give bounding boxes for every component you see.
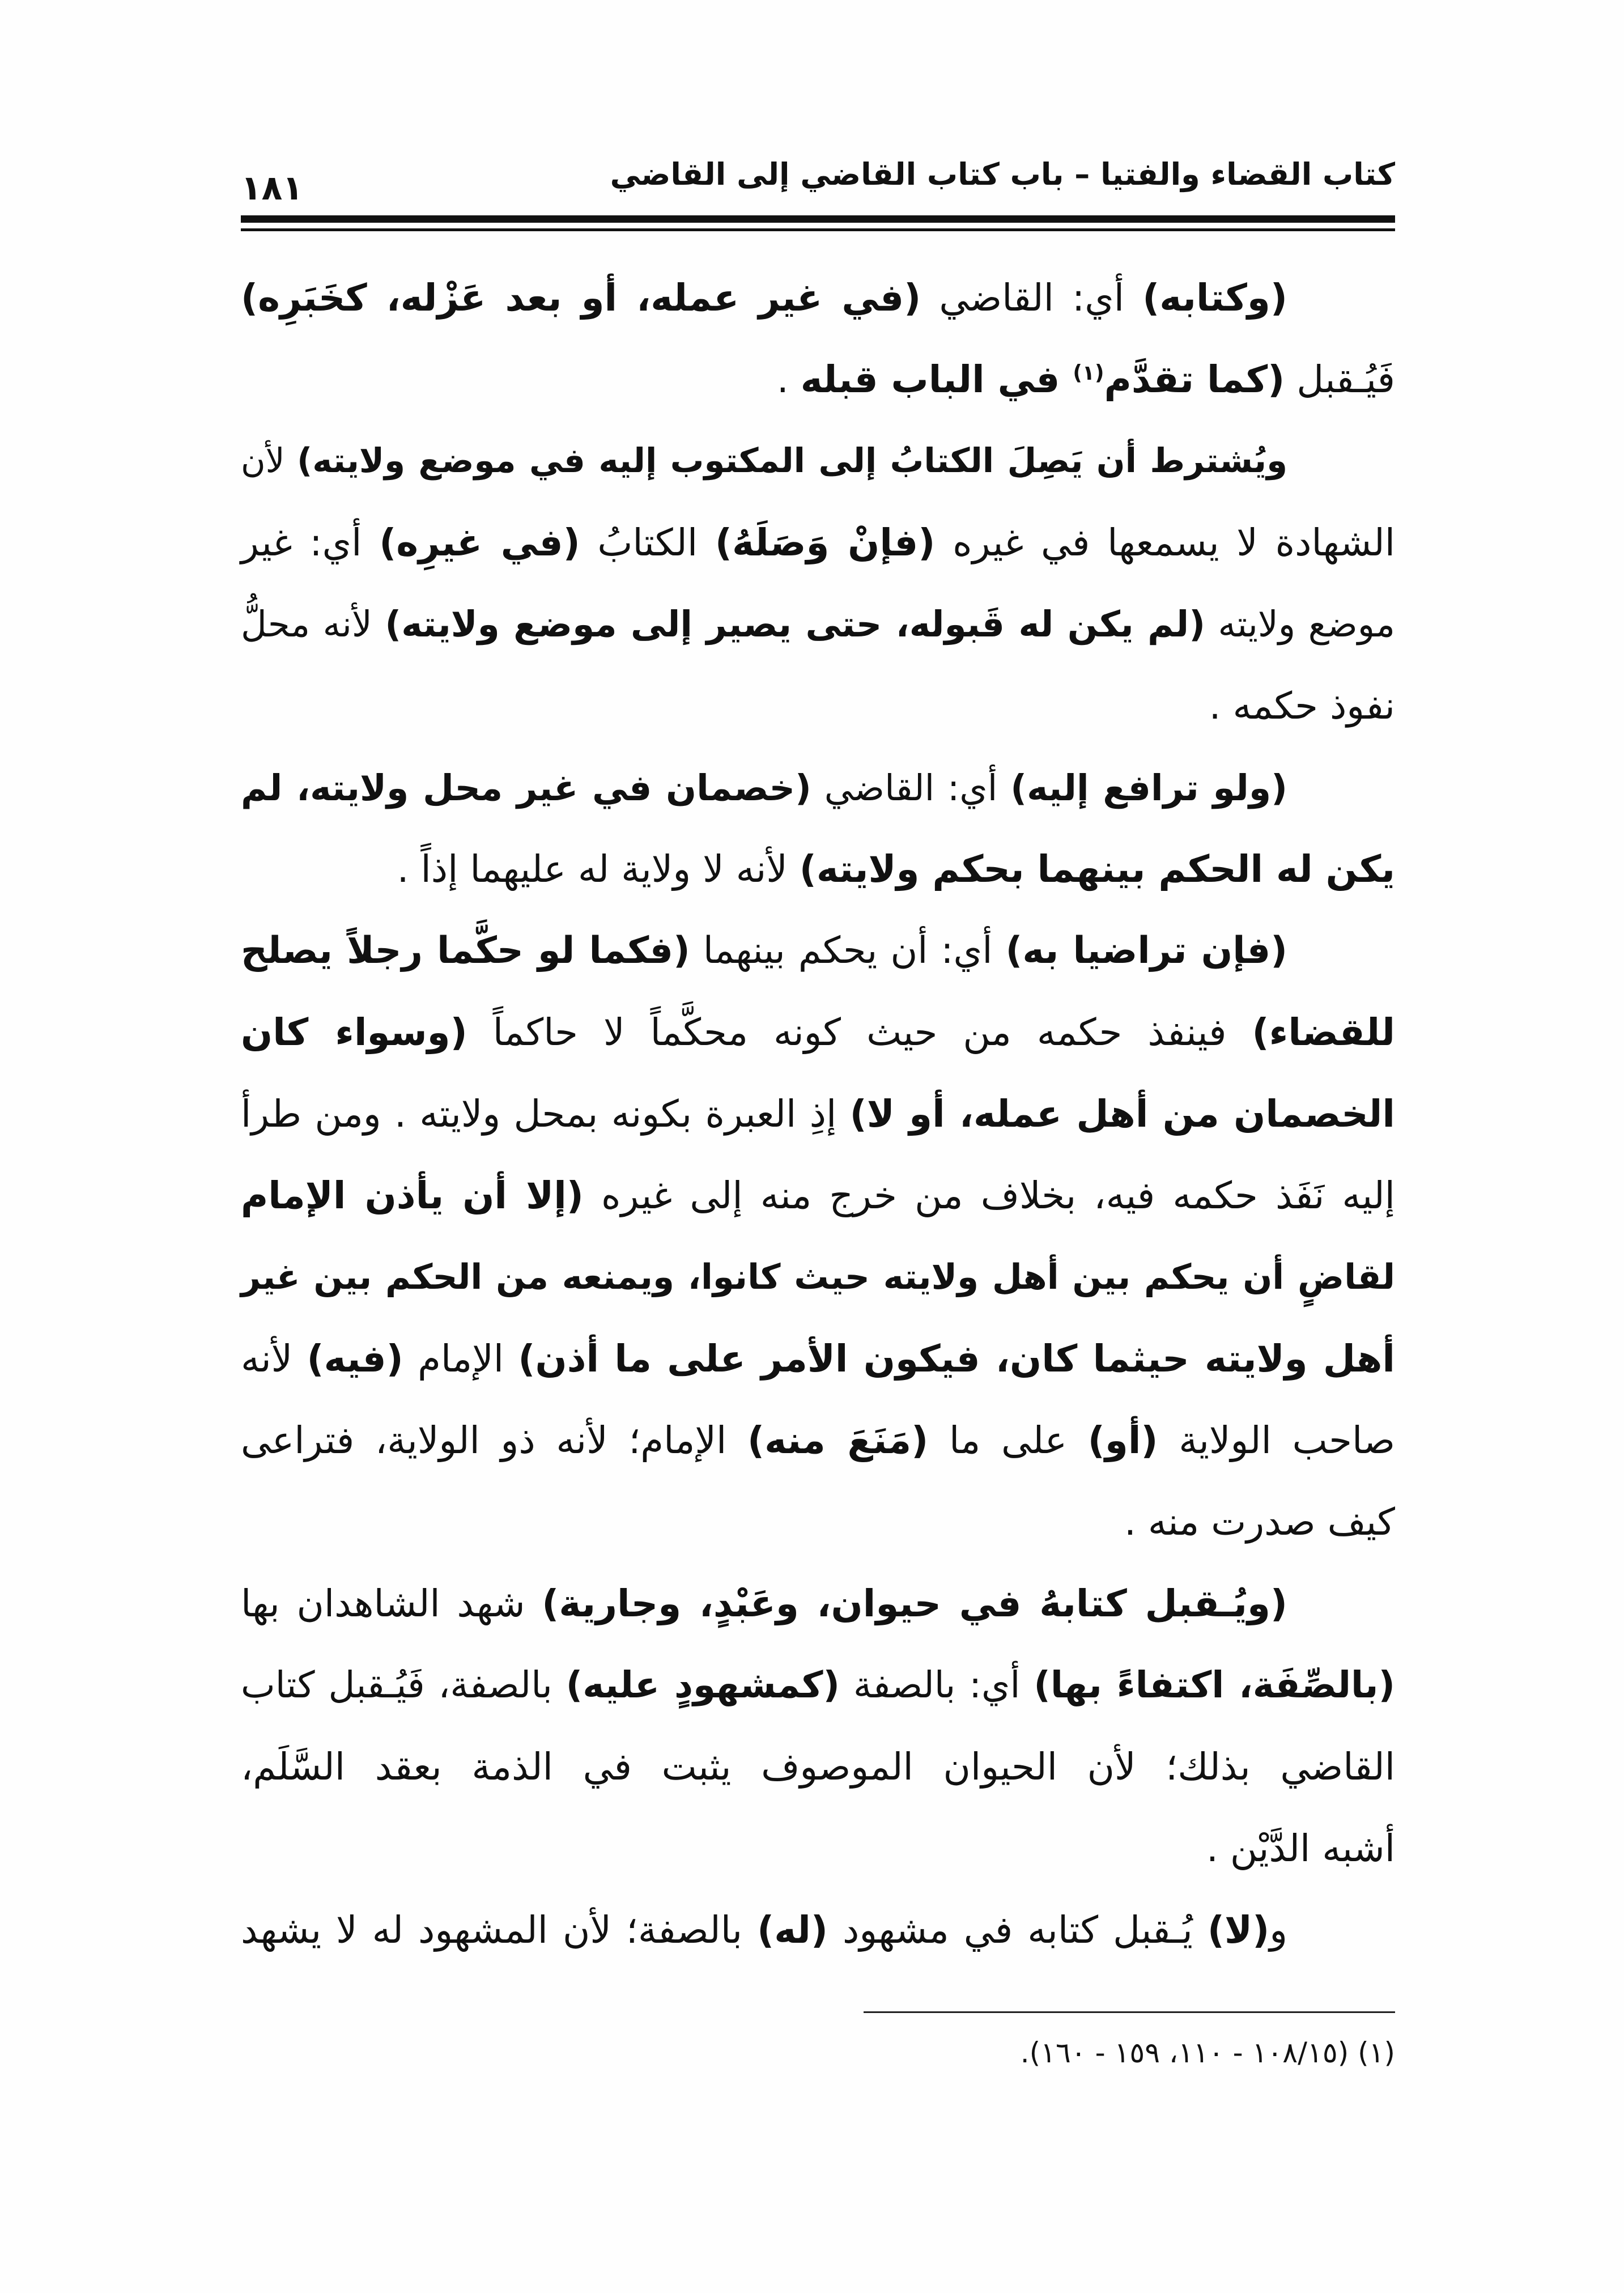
matn-text: يكن له الحكم بينهما بحكم ولايته): [799, 847, 1395, 891]
matn-text: (كما تقدَّم: [1104, 358, 1285, 401]
matn-text: (فيه): [307, 1337, 403, 1381]
matn-text: (إلا أن يأذن الإمام: [241, 1174, 584, 1217]
text-line: [241, 339, 1395, 421]
matn-text: (مَنَعَ منه): [747, 1419, 929, 1462]
page-number: ١٨١: [241, 168, 303, 208]
commentary-text: موضع ولايته: [1205, 604, 1395, 645]
matn-text: في الباب قبله: [800, 358, 1073, 401]
commentary-text: فَيُـقبل: [1285, 358, 1395, 401]
text-line: [241, 1237, 1395, 1318]
commentary-text: الإمام؛ لأنه ذو الولاية، فتراعى: [241, 1419, 748, 1462]
commentary-text: أي: القاضي: [921, 276, 1143, 320]
text-line: [241, 1155, 1395, 1237]
matn-text: (ويُـقبل كتابهُ في حيوان، وعَبْدٍ، وجارية): [542, 1582, 1287, 1625]
footnote-marker: (١): [1073, 360, 1104, 385]
commentary-text: القاضي بذلك؛ لأن الحيوان الموصوف يثبت في الذمة بعقد السَّلَم،: [241, 1745, 1395, 1789]
paragraph: [241, 257, 1395, 421]
commentary-text: .: [776, 358, 801, 401]
commentary-text: كيف صدرت منه .: [1124, 1500, 1395, 1544]
commentary-text: صاحب الولاية: [1158, 1419, 1396, 1462]
paragraph: [241, 910, 1395, 1563]
matn-text: (وكتابه): [1142, 276, 1287, 320]
commentary-text: و: [1269, 1908, 1287, 1952]
header-rule-thin: [241, 228, 1395, 231]
matn-text: للقضاء): [1252, 1010, 1395, 1054]
commentary-text: إذِ العبرة بكونه بمحل ولايته . ومن طرأ: [241, 1092, 850, 1136]
text-line: [241, 829, 1395, 910]
text-line: [241, 1808, 1395, 1889]
paragraph: [241, 1563, 1395, 1889]
text-line: [241, 1563, 1395, 1645]
commentary-text: أي: القاضي: [811, 767, 1011, 809]
text-line: [241, 257, 1395, 339]
text-line: [241, 747, 1395, 829]
text-line: [241, 1481, 1395, 1563]
matn-text: (لم يكن له قَبوله، حتى يصير إلى موضع ولايته): [385, 604, 1205, 645]
text-line: [241, 1318, 1395, 1400]
header-rule-thick: [241, 215, 1395, 223]
commentary-text: بالصفة، فَيُـقبل كتاب: [241, 1664, 566, 1706]
matn-text: (في غيرِه): [379, 521, 580, 564]
paragraph: [241, 747, 1395, 910]
commentary-text: لأنه لا ولاية له عليهما إذاً .: [397, 847, 800, 891]
commentary-text: الإمام: [403, 1337, 518, 1381]
paragraph: [241, 421, 1395, 747]
matn-text: (أو): [1087, 1419, 1158, 1462]
matn-text: ويُشترط أن يَصِلَ الكتابُ إلى المكتوب إليه في موضع ولايته): [297, 441, 1288, 481]
matn-text: (خصمان في غير محل ولايته، لم: [241, 767, 811, 809]
commentary-text: الكتابُ: [580, 521, 715, 564]
text-line: [241, 665, 1395, 747]
footnote-separator: [864, 2011, 1395, 2013]
commentary-text: أي: أن يحكم بينهما: [690, 929, 1006, 972]
footnote: (١) (١٠٨/١٥ - ١١٠، ١٥٩ - ١٦٠).: [1020, 2036, 1395, 2069]
matn-text: (في غير عمله، أو بعد عَزْله، كخَبَرِه): [241, 276, 921, 320]
commentary-text: فينفذ حكمه من حيث كونه محكَّماً لا حاكماً: [467, 1010, 1252, 1054]
commentary-text: لأنه محلُّ: [241, 604, 385, 645]
text-line: [241, 421, 1395, 502]
text-line: [241, 1073, 1395, 1155]
commentary-text: أي: غير: [241, 521, 380, 564]
commentary-text: على ما: [928, 1419, 1088, 1462]
matn-text: (فإنْ وَصَلَهُ): [715, 521, 936, 564]
commentary-text: شهد الشاهدان بها: [241, 1582, 542, 1625]
text-line: [241, 1400, 1395, 1481]
matn-text: (بالصِّفَة، اكتفاءً بها): [1034, 1664, 1395, 1706]
commentary-text: نفوذ حكمه .: [1209, 684, 1395, 728]
matn-text: (ولو ترافع إليه): [1010, 767, 1287, 809]
matn-text: (له): [757, 1908, 828, 1952]
matn-text: (فإن تراضيا به): [1005, 929, 1288, 972]
paragraph: [241, 1889, 1395, 1971]
text-line: [241, 1889, 1395, 1971]
matn-text: (فكما لو حكَّما رجلاً يصلح: [241, 929, 690, 972]
commentary-text: أشبه الدَّيْن .: [1206, 1827, 1395, 1870]
matn-text: أهل ولايته حيثما كان، فيكون الأمر على ما أذن): [518, 1337, 1395, 1381]
commentary-text: أي: بالصفة: [840, 1664, 1034, 1706]
matn-text: (وسواء كان: [241, 1010, 467, 1054]
text-line: [241, 1726, 1395, 1808]
commentary-text: إليه نَفَذ حكمه فيه، بخلاف من خرج منه إلى غيره: [583, 1174, 1395, 1217]
matn-text: (كمشهودٍ عليه): [566, 1664, 840, 1706]
text-line: [241, 910, 1395, 992]
matn-text: (لا): [1207, 1908, 1270, 1952]
commentary-text: لأن: [241, 441, 297, 481]
body-text: [241, 257, 1395, 1971]
commentary-text: بالصفة؛ لأن المشهود له لا يشهد: [241, 1908, 758, 1952]
commentary-text: لأنه: [241, 1337, 307, 1381]
text-line: [241, 584, 1395, 665]
matn-text: الخصمان من أهل عمله، أو لا): [849, 1092, 1395, 1136]
commentary-text: يُـقبل كتابه في مشهود: [828, 1908, 1208, 1952]
text-line: [241, 502, 1395, 584]
text-line: [241, 1645, 1395, 1726]
running-header-title: كتاب القضاء والفتيا – باب كتاب القاضي إلى القاضي: [610, 156, 1395, 192]
matn-text: لقاضٍ أن يحكم بين أهل ولايته حيث كانوا، ويمنعه من الحكم بين غير: [241, 1257, 1395, 1297]
text-line: [241, 992, 1395, 1073]
commentary-text: الشهادة لا يسمعها في غيره: [935, 521, 1395, 564]
